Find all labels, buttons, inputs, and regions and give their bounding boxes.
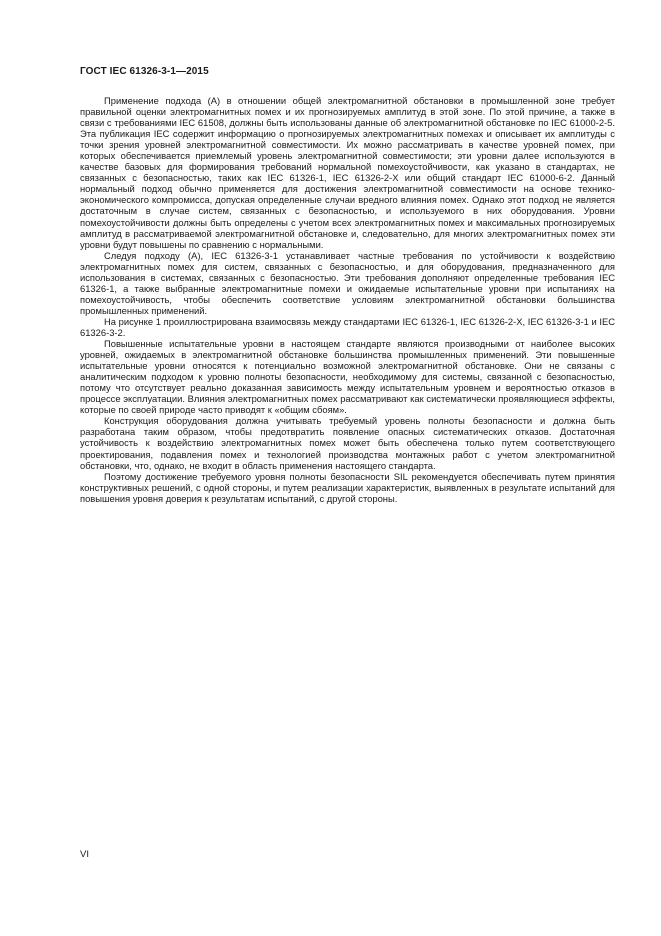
body-text: [80, 95, 615, 504]
paragraph-figure-reference: На рисунке 1 проиллюстрирована взаимосвязь между стандартами IEC 61326-1, IEC 61326-2-X, IEC 61326-3-1 и IEC 61326-3-2.: [80, 315, 615, 338]
page-number: VI: [80, 849, 89, 860]
paragraph-sil-conclusion: Поэтому достижение требуемого уровня полноты безопасности SIL рекомендуется обеспечивать путем принятия конструктивных решений, с одной стороны, и путем реализации характеристик, выявленных в результате испытаний для повышения уровня доверия к результатам испытаний, с другой стороны.: [80, 470, 615, 504]
paragraph-approach-a: Применение подхода (А) в отношении общей электромагнитной обстановки в промышленной зоне требует правильной оценки электромагнитных помех и их прогнозируемых амплитуд в этой зоне. По этой причине, а также в связи с требованиями IEC 61508, должны быть использованы данные об электромагнитной обстановке по IEC 61000-2-5. Эта публикация IEC содержит информацию о прогнозируемых электромагнитных помехах и описывает их амплитуды с точки зрения уровней электромагнитной совместимости. Их можно рассматривать в качестве уровней помех, при которых обеспечивается приемлемый уровень электромагнитной совместимости; эти уровни далее используются в качестве базовых для формирования требований нормальной помехоустойчивости, как указано в стандартах, не связанных с безопасностью, таких как IEC 61326-1, IEC 61326-2-X или общий стандарт IEC 61000-6-2. Данный нормальный подход обычно применяется для достижения электромагнитной совместимости на основе технико-экономического компромисса, допуская определенные случаи вредного влияния помех. Однако этот подход не является достаточным в случае систем, связанных с безопасностью, и используемого в них оборудования. Уровни помехоустойчивости должны быть определены с учетом всех электромагнитных помех и максимальных прогнозируемых амплитуд в рассматриваемой электромагнитной обстановке и, следовательно, для многих электромагнитных помех эти уровни будут повышены по сравнению с нормальными.: [80, 95, 615, 250]
paragraph-equipment-design: Конструкция оборудования должна учитывать требуемый уровень полноты безопасности и должна быть разработана таким образом, чтобы предотвратить появление опасных систематических отказов. Достаточная устойчивость к воздействию электромагнитных помех может быть обеспечена только путем соответствующего проектирования, подавления помех и технологией производства монтажных работ с учетом электромагнитной обстановки, что, однако, не входит в область применения настоящего стандарта.: [80, 415, 615, 471]
paragraph-following-approach: Следуя подходу (А), IEC 61326-3-1 устанавливает частные требования по устойчивости к воздействию электромагнитных помех для систем, связанных с безопасностью, и для оборудования, предназначенного для использования в системах, связанных с безопасностью. Эти требования дополняют определенные требования IEC 61326-1, а также выбранные электромагнитные помехи и ожидаемые испытательные уровни при испытаниях на помехоустойчивость, чтобы обеспечить соответствие условиям электромагнитной обстановки большинства промышленных применений.: [80, 249, 615, 316]
page-header-standard-id: ГОСТ IEC 61326-3-1—2015: [80, 66, 209, 77]
paragraph-increased-levels: Повышенные испытательные уровни в настоящем стандарте являются производными от наиболее высоких уровней, ожидаемых в электромагнитной обстановке большинства промышленных применений. Эти повышенные испытательные уровни относятся к потенциально возможной электромагнитной обстановке. Они не связаны с аналитическим подходом к уровню полноты безопасности, необходимому для системы, связанной с безопасностью, потому что отсутствует реально доказанная зависимость между испытательным уровнем и вероятностью отказов в процессе эксплуатации. Влияния электромагнитных помех рассматривают как систематически проявляющиеся эффекты, которые по своей природе часто приводят к «общим сбоям».: [80, 338, 615, 416]
